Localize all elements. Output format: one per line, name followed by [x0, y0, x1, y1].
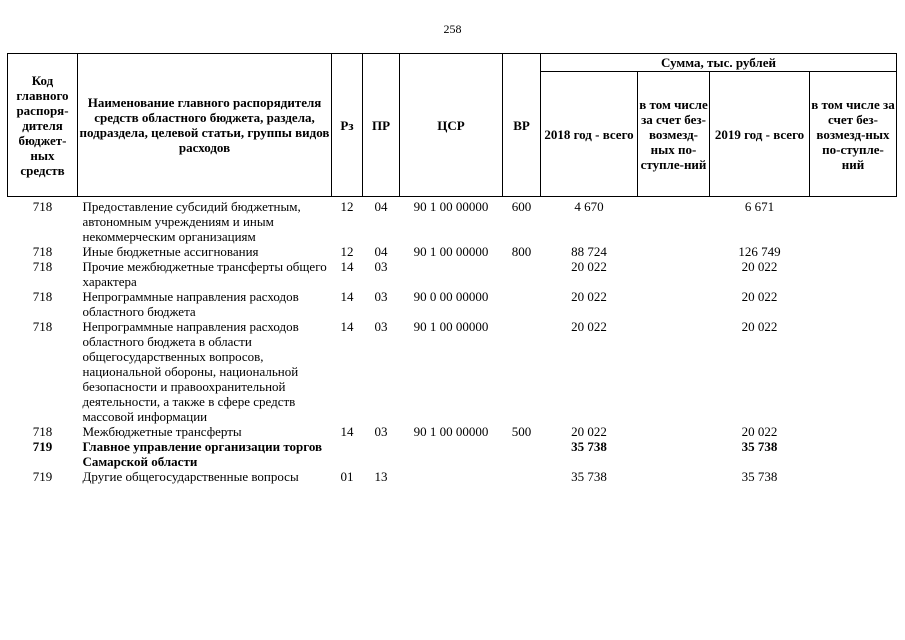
cell-2018-free: [638, 319, 710, 424]
cell-code: 718: [32, 259, 53, 274]
cell-2019-total: 126 749: [738, 244, 781, 259]
cell-rz: 14: [340, 424, 354, 439]
cell-2019-total: 20 022: [741, 424, 778, 439]
cell-vr: [503, 289, 541, 319]
header-2019-total: 2019 год - всего: [710, 72, 810, 197]
cell-2018-total: 4 670: [574, 199, 604, 214]
cell-csr: 90 1 00 00000: [413, 244, 489, 259]
cell-code: 719: [32, 439, 53, 454]
cell-name: Иные бюджетные ассигнования: [82, 244, 259, 259]
cell-name: Непрограммные направления расходов областного бюджета: [82, 289, 299, 319]
header-rz: Рз: [332, 54, 363, 197]
cell-2018-free: [638, 259, 710, 289]
cell-name: Прочие межбюджетные трансферты общего характера: [82, 259, 327, 289]
cell-2019-free: [810, 259, 897, 289]
cell-2019-free: [810, 244, 897, 259]
cell-2018-total: 35 738: [571, 469, 607, 484]
cell-rz: 12: [340, 244, 354, 259]
cell-name: Другие общегосударственные вопросы: [82, 469, 299, 484]
table-row: [8, 424, 897, 439]
header-2019-free: в том числе за счет без-возмезд-ных по-ступле-ний: [810, 72, 897, 197]
table-body: [8, 197, 897, 485]
cell-pr: 03: [374, 319, 388, 334]
table-row: [8, 197, 897, 245]
cell-2019-total: 20 022: [741, 319, 778, 334]
cell-code: 718: [32, 289, 53, 304]
table-header: [8, 54, 897, 197]
cell-vr: 600: [511, 199, 532, 214]
cell-name: Предоставление субсидий бюджетным, автономным учреждениям и иным некоммерческим организациям: [82, 199, 301, 244]
cell-pr: 13: [374, 469, 388, 484]
cell-2019-total: 35 738: [741, 469, 778, 484]
cell-vr: [503, 469, 541, 484]
cell-code: 718: [32, 319, 53, 334]
cell-2018-total: 20 022: [571, 259, 607, 274]
cell-2018-total: 20 022: [571, 319, 607, 334]
cell-2019-free: [810, 289, 897, 319]
cell-rz: 14: [340, 319, 354, 334]
cell-csr: [400, 439, 503, 469]
cell-2018-free: [638, 289, 710, 319]
cell-2018-free: [638, 424, 710, 439]
cell-code: 718: [32, 199, 53, 214]
cell-2019-total: 35 738: [741, 439, 778, 454]
budget-table: [7, 53, 897, 484]
cell-2018-total: 20 022: [571, 424, 607, 439]
header-sum-group: Сумма, тыс. рублей: [541, 54, 897, 72]
header-name: Наименование главного распорядителя средств областного бюджета, раздела, подраздела, целевой статьи, группы видов расходов: [78, 54, 332, 197]
cell-2018-total: 20 022: [571, 289, 607, 304]
cell-2019-free: [810, 469, 897, 484]
header-pr: ПР: [363, 54, 400, 197]
cell-name: Непрограммные направления расходов областного бюджета в области общегосударственных вопросов, национальной обороны, национальной безопасности и правоохранительной деятельности, а также в сфере средств массовой информации: [82, 319, 299, 424]
cell-vr: [503, 319, 541, 424]
cell-2019-free: [810, 424, 897, 439]
page-number: 258: [443, 22, 462, 36]
table-row: [8, 319, 897, 424]
cell-vr: 500: [511, 424, 532, 439]
cell-2018-total: 88 724: [571, 244, 607, 259]
cell-2019-total: 6 671: [744, 199, 775, 214]
cell-2019-total: 20 022: [741, 259, 778, 274]
cell-csr: 90 1 00 00000: [413, 319, 489, 334]
cell-code: 718: [32, 244, 53, 259]
cell-pr: 03: [374, 259, 388, 274]
cell-vr: [503, 259, 541, 289]
header-code: Код главного распоря-дителя бюджет-ных средств: [8, 54, 78, 197]
cell-csr: 90 1 00 00000: [413, 199, 489, 214]
cell-name: Главное управление организации торгов Самарской области: [82, 439, 323, 469]
table-row: [8, 469, 897, 484]
cell-vr: 800: [511, 244, 532, 259]
table-row: [8, 244, 897, 259]
table-row: [8, 289, 897, 319]
cell-rz: 14: [340, 259, 354, 274]
cell-2018-free: [638, 439, 710, 469]
cell-csr: 90 1 00 00000: [413, 424, 489, 439]
header-2018-free: в том числе за счет без-возмезд-ных по-ступле-ний: [638, 72, 710, 197]
cell-code: 718: [32, 424, 53, 439]
cell-2018-free: [638, 197, 710, 245]
cell-rz: [332, 439, 363, 469]
cell-rz: 01: [340, 469, 354, 484]
cell-pr: [363, 439, 400, 469]
header-vr: ВР: [503, 54, 541, 197]
cell-2018-free: [638, 244, 710, 259]
cell-pr: 03: [374, 289, 388, 304]
cell-csr: 90 0 00 00000: [413, 289, 489, 304]
cell-pr: 04: [374, 244, 388, 259]
cell-code: 719: [32, 469, 53, 484]
cell-2018-total: 35 738: [571, 439, 607, 454]
table-row-bold: [8, 439, 897, 469]
cell-rz: 12: [340, 199, 354, 214]
cell-2019-free: [810, 197, 897, 245]
table-row: [8, 259, 897, 289]
cell-csr: [400, 469, 503, 484]
header-csr: ЦСР: [400, 54, 503, 197]
cell-rz: 14: [340, 289, 354, 304]
cell-2019-free: [810, 319, 897, 424]
cell-pr: 03: [374, 424, 388, 439]
cell-csr: [400, 259, 503, 289]
cell-2019-free: [810, 439, 897, 469]
cell-name: Межбюджетные трансферты: [82, 424, 242, 439]
cell-vr: [503, 439, 541, 469]
header-2018-total: 2018 год - всего: [541, 72, 638, 197]
cell-2019-total: 20 022: [741, 289, 778, 304]
cell-2018-free: [638, 469, 710, 484]
cell-pr: 04: [374, 199, 388, 214]
